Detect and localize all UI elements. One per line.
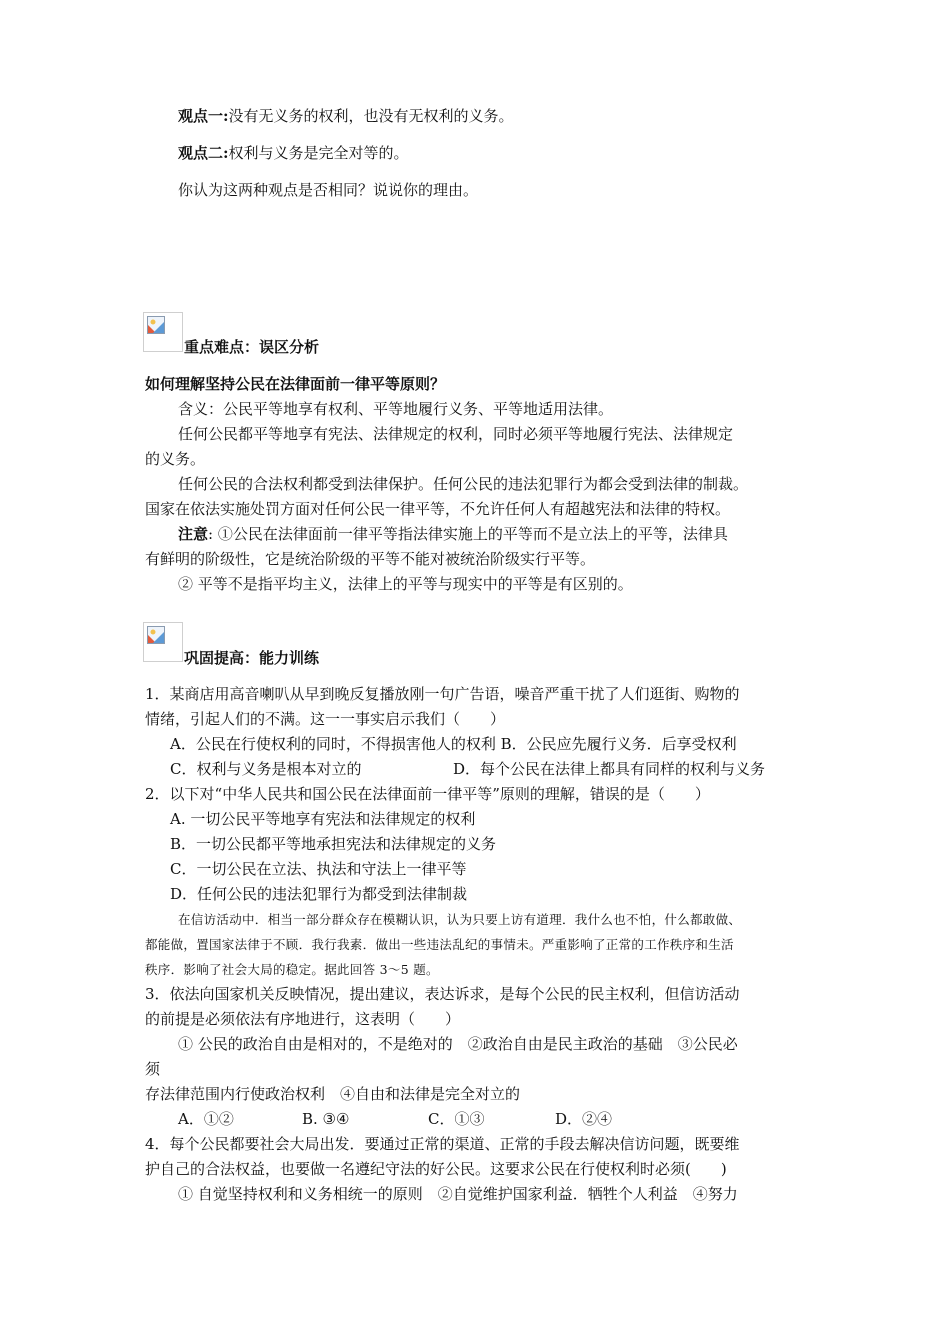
section1-note-cont: 有鲜明的阶级性，它是统治阶级的平等不能对被统治阶级实行平等。 [145,550,596,568]
viewpoint-2-label: 观点二: [178,144,229,162]
broken-image-icon [143,622,183,662]
q1-stem-cont: 情绪，引起人们的不满。这一一事实启示我们（ ） [145,710,506,728]
section1-note [178,524,728,544]
q2-option-b: B．一切公民都平等地承担宪法和法律规定的义务 [170,835,497,853]
note-label: 注意 [178,525,209,543]
q3-option-d: D．②④ [555,1110,613,1128]
q4-stem: 4．每个公民都要社会大局出发．要通过正常的渠道、正常的手段去解决信访问题，既要维 [145,1135,740,1153]
q3-stem: 3．依法向国家机关反映情况，提出建议，表达诉求，是每个公民的民主权利，但信访活动 [145,985,740,1003]
viewpoint-2-text: 权利与义务是完全对等的。 [228,144,409,162]
q1-option-d: D．每个公民在法律上都具有同样的权利与义务 [453,760,766,778]
viewpoint-question: 你认为这两种观点是否相同？说说你的理由。 [178,181,479,199]
q3-stem-cont: 的前提是必须依法有序地进行，这表明（ ） [145,1010,461,1028]
q1-option-c: C．权利与义务是根本对立的 [170,760,362,778]
q4-stem-cont: 护自己的合法权益，也要做一名遵纪守法的好公民。这要求公民在行使权利时必须( ) [145,1160,727,1178]
q1-options-ab: A．公民在行使权利的同时，不得损害他人的权利 B．公民应先履行义务．后享受权利 [170,735,737,753]
material-text: 秩序．影响了社会大局的稳定。据此回答 3～5 题。 [145,962,439,977]
q1-stem: 1．某商店用高音喇叭从早到晚反复播放刚一句广告语，噪音严重干扰了人们逛街、购物的 [145,685,740,703]
q3-statements-cont: 须 [145,1060,161,1078]
q2-stem: 2．以下对“中华人民共和国公民在法律面前一律平等”原则的理解，错误的是（ ） [145,785,710,803]
q3-option-c: C．①③ [428,1110,485,1128]
q2-option-a: A. 一切公民平等地享有宪法和法律规定的权利 [170,810,476,828]
q2-option-d: D．任何公民的违法犯罪行为都受到法律制裁 [170,885,468,903]
section1-line: 的义务。 [145,450,206,468]
section1-line: 含义：公民平等地享有权利、平等地履行义务、平等地适用法律。 [178,400,614,418]
q2-option-c: C．一切公民在立法、执法和守法上一律平等 [170,860,467,878]
q4-statements: ① 自觉坚持权利和义务相统一的原则 ②自觉维护国家利益．牺牲个人利益 ④努力 [178,1185,738,1203]
section-heading-key-points: 重点难点：误区分析 [184,338,320,356]
section1-line: 任何公民的合法权利都受到法律保护。任何公民的违法犯罪行为都会受到法律的制裁。 [178,475,749,493]
q3-statements-cont: 存法律范围内行使政治权利 ④自由和法律是完全对立的 [145,1085,521,1103]
material-text: 在信访活动中．相当一部分群众存在模糊认识，认为只要上访有道理．我什么也不怕，什么都敢做、 [178,912,742,927]
q3-option-b: B. ③④ [302,1110,350,1128]
viewpoint-1-label: 观点一: [178,107,229,125]
viewpoint-2 [178,143,409,163]
q3-option-a: A．①② [178,1110,234,1128]
section1-line: 任何公民都平等地享有宪法、法律规定的权利，同时必须平等地履行宪法、法律规定 [178,425,734,443]
viewpoint-1 [178,106,514,126]
viewpoint-1-text: 没有无义务的权利，也没有无权利的义务。 [228,107,514,125]
broken-image-icon [143,312,183,352]
material-text: 都能做，置国家法律于不顾．我行我素．做出一些违法乱纪的事情未。严重影响了正常的工作秩序和生活 [145,937,734,952]
q3-statements: ① 公民的政治自由是相对的，不是绝对的 ②政治自由是民主政治的基础 ③公民必 [178,1035,738,1053]
section1-question: 如何理解坚持公民在法律面前一律平等原则？ [145,375,446,393]
section-heading-practice: 巩固提高：能力训练 [184,649,320,667]
note-text: : ①公民在法律面前一律平等指法律实施上的平等而不是立法上的平等，法律具 [208,525,728,543]
section1-note-2: ② 平等不是指平均主义，法律上的平等与现实中的平等是有区别的。 [178,575,633,593]
section1-line: 国家在依法实施处罚方面对任何公民一律平等，不允许任何人有超越宪法和法律的特权。 [145,500,731,518]
